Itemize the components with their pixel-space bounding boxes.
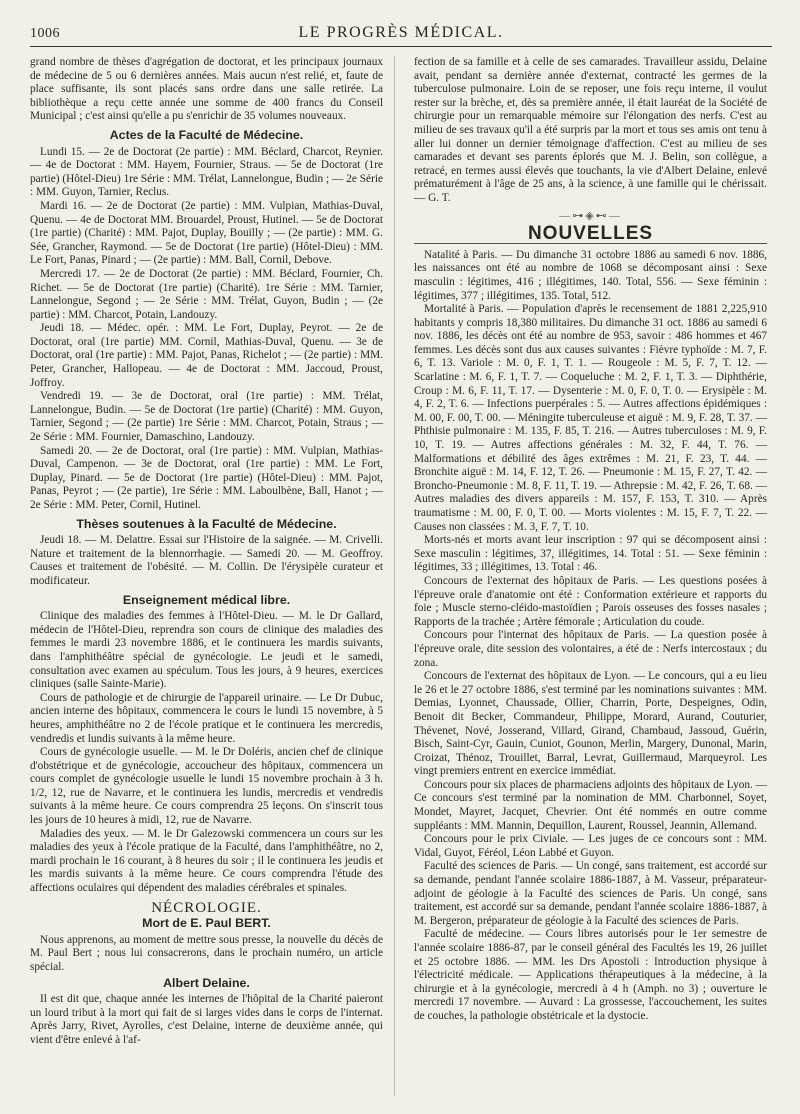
actes-heading: Actes de la Faculté de Médecine. — [109, 127, 304, 142]
left-column — [30, 56, 383, 1048]
necrologie-heading: NÉCROLOGIE. — [151, 899, 262, 916]
page-header — [30, 20, 772, 47]
theses-heading: Thèses soutenues à la Faculté de Médecine. — [76, 516, 337, 531]
delaine-heading: Albert Delaine. — [163, 975, 250, 990]
mardi-paragraph: Mardi 16. — 2e de Doctorat (2e partie) : MM. Vulpian, Mathias-Duval, Quenu. — 4e de Doctorat MM. Brouardel, Proust, Hutinel. — 5e de Doctorat (1re partie) (Charité) : MM. Pajot, Duplay, Bouilly ; — (2e partie) : MM. G. Sée, Grancher, Raymond. — 5e de Doctorat (1re partie) (Hôtel-Dieu) : MM. Le Fort, Panas, Pinard ; — (2e partie) : MM. Ball, Cornil, Debove. — [30, 199, 383, 267]
theses-paragraph: Jeudi 18. — M. Delattre. Essai sur l'Histoire de la saignée. — M. Crivelli. Nature et traitement de la blennorrhagie. — Samedi 20. — M. Geoffroy. Causes et traitement de l'obésité. — M. Collin. De l'érysipèle curateur et modificateur. — [30, 534, 383, 587]
page-number: 1006 — [30, 26, 60, 41]
yeux-paragraph: Maladies des yeux. — M. le Dr Galezowski commencera un cours sur les maladies des yeux à l'école pratique de la Faculté, dans l'amphithéâtre, no 2, mardi prochain le 16 courant, à 8 heures du soir ; il le continuera les jeudis et les mardis suivants à la même heure. Ce cours comprendra l'étude des affections oculaires qui dépendent des maladies cérébrales et spinales. — [30, 827, 383, 895]
mortalite-paragraph: Mortalité à Paris. — Population d'après le recensement de 1881 2,225,910 habitants y compris 18,380 militaires. Du dimanche 31 oct. 1886 au samedi 6 nov. 1886, les décès ont été au nombre de 953, savoir : 486 hommes et 467 femmes. Les décès sont dus aux causes suivantes : Fièvre typhoïde : M. 7, F. 6, T. 13. Variole : M. 0, F. 1, T. 1. — Rougeole : M. 5, F. 7, T. 12. — Scarlatine : M. 6, F. 1, T. 7. — Coqueluche : M. 2, F. 1, T. 3. — Diphthérie, Croup : M. 6, F. 11, T. 17. — Dysenterie : M. 0, F. 0, T. 0. — Erysipèle : M. 4, F. 2, T. 6. — Infections puerpérales : 5. — Autres affections épidémiques : M. 00, F. 00, T. 00. — Méningite tuberculeuse et aiguë : M. 9, F. 28, T. 37. — Phthisie pulmonaire : M. 135, F. 85, T. 216. — Autres tuberculoses : M. 9, F. 10, T. 19. — Autres affections générales : M. 32, F. 44, T. 76. — Malformations et débilité des âges extrêmes : M. 21, F. 23, T. 44. — Bronchite aiguë : M. 14, F. 12, T. 26. — Pneumonie : M. 15, F. 27, T. 42. — Broncho-Pneumonie : M. 8, F. 11, T. 19. — Athrepsie : M. 42, F. 26, T. 68. — Autres maladies des divers appareils : M. 157, F. 153, T. 310. — Après traumatisme : M. 00, F. 0, T. 00. — Morts violentes : M. 15, F. 7, T. 22. — Causes non classées : M. 3, F. 7, T. 10. — [414, 303, 767, 533]
clinique-paragraph: Clinique des maladies des femmes à l'Hôtel-Dieu. — M. le Dr Gallard, médecin de l'Hôtel-Dieu, reprendra son cours de clinique des maladies des femmes le mardi 23 novembre 1886, et le continuera les mardis suivants, dans l'amphithéâtre spécial de gynécologie. Le jeudi et le samedi, consultation avec examen au spéculum. Tous les jours, à 9 heures, exercices cliniques (salle Sainte-Marie). — [30, 610, 383, 691]
delaine-paragraph: Il est dit que, chaque année les internes de l'hôpital de la Charité paieront un lourd tribut à la mort qui fait de si larges vides dans le corps de l'internat. Après Jarry, Rivet, Ayrolles, c'est Delaine, interne de deuxième année, qui vient d'être enlevé à l'af- — [30, 993, 383, 1046]
pharmaciens-paragraph: Concours pour six places de pharmaciens adjoints des hôpitaux de Lyon. — Ce concours s'est terminé par la nomination de MM. Charbonnel, Soyet, Mondet, Mayret, Jacquet, Chevrier. Ont été nommés en outre comme suppléants : MM. Mannin, Dequillon, Laurent, Roussel, Jeannin, Allemand. — [414, 778, 767, 832]
section-ornament: —⊶◈⊷— — [559, 209, 622, 222]
column-divider — [394, 56, 395, 1096]
running-title: LE PROGRÈS MÉDICAL. — [298, 24, 504, 41]
prix-civiale-paragraph: Concours pour le prix Civiale. — Les juges de ce concours sont : MM. Vidal, Guyot, Féréol, Léon Labbé et Guyon. — [414, 833, 767, 859]
vendredi-paragraph: Vendredi 19. — 3e de Doctorat, oral (1re partie) : MM. Trélat, Lannelongue, Budin. — 5e de Doctorat (1re partie) (Charité) : MM. Guyon, Tarnier, Segond ; — (2e partie) 1re Série : MM. Charcot, Potain, Straus ; — 2e Série : MM. Fournier, Damaschino, Landouzy. — [30, 390, 383, 444]
pathologie-paragraph: Cours de pathologie et de chirurgie de l'appareil urinaire. — Le Dr Dubuc, ancien interne des hôpitaux, commencera le cours le lundi 15 novembre, à 5 heures, amphithéâtre no 2 de l'école pratique et le continuera les mercredis, vendredis et lundis suivants à la même heure. — [30, 691, 383, 745]
faculte-medecine-paragraph: Faculté de médecine. — Cours libres autorisés pour le 1er semestre de l'année scolaire 1886-87, par le conseil général des Facultés les 19, 26 juillet et 25 octobre 1886. — MM. les Drs Apostoli : Introduction physique à l'électricité médicale. — Applications thérapeutiques à la médecine, à la chirurgie et à la gynécologie, mercredi à 4 h (Amph. no 3) ; ouverture le mercredi 17 novembre. — Auvard : La grossesse, l'accouchement, les suites de couches, la pathologie obstétricale et la dystocie. — [414, 928, 767, 1022]
right-column — [414, 56, 767, 1024]
mercredi-paragraph: Mercredi 17. — 2e de Doctorat (2e partie) : MM. Béclard, Fournier, Ch. Richet. — 5e de Doctorat (1re partie) (Charité). 1re Série : MM. Tarnier, Lannelongue, Segond ; — 2e Série : MM. Trélat, Guyon, Budin ; — (2e partie) : MM. Charcot, Potain, Landouzy. — [30, 267, 383, 321]
morts-nes-paragraph: Morts-nés et morts avant leur inscription : 97 qui se décomposent ainsi : Sexe masculin : légitimes, 37, illégitimes, 14. Total : 51. — Sexe féminin : légitimes, 33 ; illégitimes, 13. Total : 46. — [414, 534, 767, 574]
faculte-sciences-paragraph: Faculté des sciences de Paris. — Un congé, sans traitement, est accordé sur sa demande, pendant l'année scolaire 1886-1887, à M. Vasseur, préparateur-adjoint de géologie à la Faculté des sciences de Paris. Un congé, sans traitement, est accordé sur sa demande, pendant l'année scolaire 1886-1887, à M. Bergeron, préparateur de géologie à la Faculté des sciences de Paris. — [414, 860, 767, 927]
internat-paris-paragraph: Concours pour l'internat des hôpitaux de Paris. — La question posée à l'épreuve orale, dite session des volontaires, a été de : Nerfs intercostaux ; du zona. — [414, 629, 767, 669]
intro-paragraph: grand nombre de thèses d'agrégation de doctorat, et les principaux journaux de médecine de 5 ou 6 dernières années. Mais aucun n'est relié, et, faute de place suffisante, ils sont placés sans ordre dans une salle retirée. La bibliothèque a reçu cette année une somme de 400 francs du Conseil Municipal ; c'est ainsi qu'elle a pu s'enrichir de 35 volumes nouveaux. — [30, 56, 383, 123]
externat-paris-paragraph: Concours de l'externat des hôpitaux de Paris. — Les questions posées à l'épreuve orale d'anatomie ont été : Conformation extérieure et rapports du foie ; Muscle sterno-cléido-mastoïdien ; Parois osseuses des fosses nasales ; Rapports de la trachée ; Artère fémorale ; Articulation du coude. — [414, 574, 767, 628]
samedi-paragraph: Samedi 20. — 2e de Doctorat, oral (1re partie) : MM. Vulpian, Mathias-Duval, Campenon. — 3e de Doctorat, oral (1re partie) : MM. Le Fort, Duplay, Pinard. — 5e de Doctorat (1re partie) (Hôtel-Dieu) : MM. Pajot, Panas, Peyrot ; — (2e partie), 1re Série : MM. Laboulbène, Ball, Hanot ; — 2e Série : MM. Peter, Cornil, Hutinel. — [30, 444, 383, 511]
nouvelles-heading: NOUVELLES — [414, 227, 767, 244]
jeudi-paragraph: Jeudi 18. — Médec. opér. : MM. Le Fort, Duplay, Peyrot. — 2e de Doctorat, oral (1re partie) MM. Cornil, Mathias-Duval, Quenu. — 3e de Doctorat, oral (1re partie) : MM. Pajot, Panas, Richelot ; — (2e partie) : MM. Peter, Grancher, Hallopeau. — 4e de Doctorat : MM. Jaccoud, Proust, Joffroy. — [30, 322, 383, 389]
bert-heading: Mort de E. Paul BERT. — [142, 916, 271, 931]
natalite-paragraph: Natalité à Paris. — Du dimanche 31 octobre 1886 au samedi 6 nov. 1886, les naissances ont été au nombre de 1068 se décomposant ainsi : Sexe masculin : légitimes, 416 ; illégitimes, 140. Total, 556. — Sexe féminin : légitimes, 377 ; illégitimes, 135. Total, 512. — [414, 248, 767, 302]
delaine-continuation: fection de sa famille et à celle de ses camarades. Travailleur assidu, Delaine avait, pendant sa dernière année d'externat, contracté les germes de la tuberculose pulmonaire. Loin de se reposer, une fois reçu interne, il voulut rester sur la brèche, et, dès sa première année, il était lauréat de la Société de chirurgie pour un remarquable mémoire sur l'élongation des nerfs. C'est au milieu de ses travaux qu'il a été surpris par la mort et tous ses amis ont tenu à aller lui donner un dernier témoignage d'affection. C'est au milieu de ses camarades et devant ses parents éplorés que M. J. Belin, son collègue, a retracé, en termes aussi élevés que touchants, la vie d'Albert Delaine, enlevé prématurément à l'âge de 25 ans, à la science, à une famille qui le chérissait. — G. T. — [414, 56, 767, 204]
bert-paragraph: Nous apprenons, au moment de mettre sous presse, la nouvelle du décès de M. Paul Bert ; nous lui consacrerons, dans le prochain numéro, un article spécial. — [30, 933, 383, 973]
lundi-paragraph: Lundi 15. — 2e de Doctorat (2e partie) : MM. Béclard, Charcot, Reynier. — 4e de Doctorat : MM. Hayem, Fournier, Straus. — 5e de Doctorat (1re partie) (Hôtel-Dieu) 1re Série : MM. Trélat, Lannelongue, Budin ; — 2e Série : MM. Guyon, Tarnier, Reclus. — [30, 145, 383, 199]
externat-lyon-paragraph: Concours de l'externat des hôpitaux de Lyon. — Le concours, qui a eu lieu le 26 et le 27 octobre 1886, s'est terminé par les nominations suivantes : MM. Demias, Lyonnet, Chaussade, Ollier, Charrin, Porte, Despeignes, Odin, Benoit dit Becker, Commandeur, Philippe, Morard, Aurand, Couturier, Thévenet, Nové, Josserand, Villard, Girand, Chambaud, Jassoud, Guérin, Bisch, Saint-Cyr, Gauin, Cuniot, Gounon, Merlin, Margery, Dunonal, Marin, Croizat, Thénoz, Trouillet, Barral, Levrat, Guillermaud, Marqueyrol. Les vingt premiers entrent en exercice immédiat. — [414, 670, 767, 778]
enseignement-heading: Enseignement médical libre. — [122, 592, 291, 607]
gynecologie-paragraph: Cours de gynécologie usuelle. — M. le Dr Doléris, ancien chef de clinique d'obstétrique et de gynécologie, accoucheur des hôpitaux, commencera un cours complet de gynécologie usuelle le lundi 15 novembre prochain à 3 h. 1/2, 12, rue de Navarre, et le continuera les lundis, mercredis et vendredis suivants à la même heure. Ce cours comprendra 25 leçons. On s'inscrit tous les jours de 10 heures à midi, 12, rue de Navarre. — [30, 746, 383, 827]
